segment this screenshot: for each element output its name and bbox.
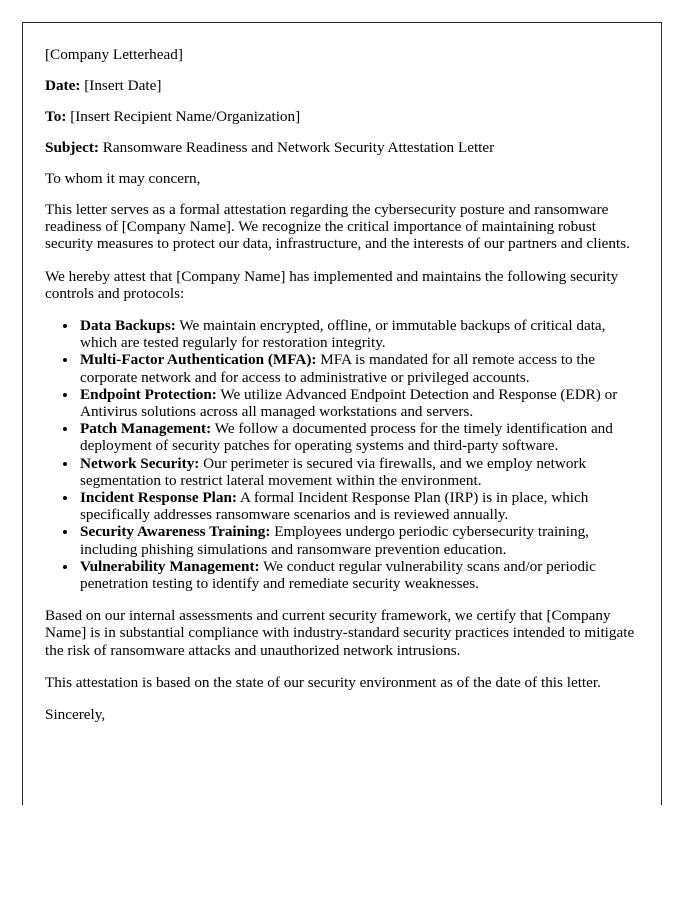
- list-item: [78, 558, 637, 592]
- list-item: [78, 489, 637, 523]
- list-item: [78, 351, 637, 385]
- list-item: [78, 317, 637, 351]
- list-item: [78, 523, 637, 557]
- subject-field-value: Ransomware Readiness and Network Security Attestation Letter: [102, 139, 495, 156]
- list-item: [78, 420, 637, 454]
- control-description: We maintain encrypted, offline, or immutable backups of critical data, which are tested regularly for restoration integrity.: [80, 317, 606, 352]
- control-description: Our perimeter is secured via firewalls, and we employ network segmentation to restrict lateral movement within the environment.: [80, 454, 587, 489]
- date-field-line: [45, 77, 637, 94]
- date-field-value: [Insert Date]: [84, 77, 162, 94]
- closing-salutation: Sincerely,: [45, 706, 106, 724]
- subject-field-label: Subject:: [45, 139, 99, 156]
- control-term: Incident Response Plan:: [80, 489, 237, 507]
- list-item: [78, 455, 637, 489]
- control-term: Network Security:: [80, 454, 200, 472]
- list-item: [78, 386, 637, 420]
- validity-paragraph: This attestation is based on the state of our security environment as of the date of this letter.: [45, 673, 601, 691]
- date-field-label: Date:: [45, 77, 81, 94]
- control-description: We utilize Advanced Endpoint Detection and Response (EDR) or Antivirus solutions across all managed workstations and servers.: [80, 385, 618, 421]
- control-term: Patch Management:: [80, 420, 212, 438]
- control-description: MFA is mandated for all remote access to the corporate network and for access to administrative or privileged accounts.: [80, 351, 595, 386]
- control-description: We conduct regular vulnerability scans and/or periodic penetration testing to identify and remediate security weaknesses.: [80, 557, 596, 593]
- intro-paragraph: This letter serves as a formal attestation regarding the cybersecurity posture and ransomware readiness of [Company Name]. We recognize the critical importance of maintaining robust security measures to protect our data, infrastructure, and the interests of our partners and clients.: [45, 201, 630, 253]
- control-term: Vulnerability Management:: [80, 557, 260, 575]
- company-letterhead: [Company Letterhead]: [45, 46, 183, 63]
- control-description: We follow a documented process for the timely identification and deployment of security patches for operating systems and third-party software.: [80, 420, 613, 455]
- control-term: Security Awareness Training:: [80, 523, 271, 541]
- letter-document: [45, 46, 637, 737]
- security-controls-list: [45, 317, 637, 592]
- salutation: To whom it may concern,: [45, 170, 201, 187]
- certification-paragraph: Based on our internal assessments and current security framework, we certify that [Company Name] is in substantial compliance with industry-standard security practices intended to mitigate the risk of ransomware attacks and unauthorized network intrusions.: [45, 607, 635, 659]
- subject-field-line: [45, 139, 637, 156]
- attestation-lead-in: We hereby attest that [Company Name] has implemented and maintains the following security controls and protocols:: [45, 267, 619, 302]
- control-term: Multi-Factor Authentication (MFA):: [80, 351, 317, 369]
- control-description: Employees undergo periodic cybersecurity training, including phishing simulations and ransomware prevention education.: [80, 523, 589, 558]
- control-term: Endpoint Protection:: [80, 385, 217, 403]
- recipient-field-line: [45, 108, 637, 125]
- recipient-field-value: [Insert Recipient Name/Organization]: [70, 108, 301, 125]
- control-term: Data Backups:: [80, 317, 176, 335]
- recipient-field-label: To:: [45, 108, 67, 125]
- control-description: A formal Incident Response Plan (IRP) is in place, which specifically addresses ransomware scenarios and is reviewed annually.: [80, 489, 589, 524]
